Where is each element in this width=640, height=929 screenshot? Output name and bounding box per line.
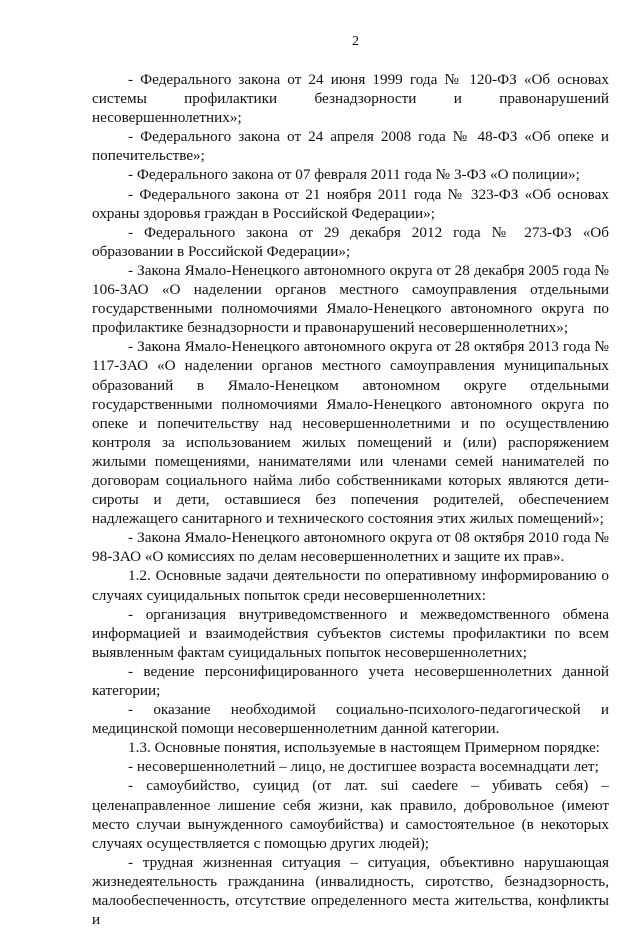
definition-difficult-situation: - трудная жизненная ситуация – ситуация, объективно нарушающая жизнедеятельность гражданина (инвалидность, сиротство, безнадзорность, малообеспеченность, отсутствие определенного места жительства, конфликты и — [92, 853, 609, 929]
paragraph-law-98zao: - Закона Ямало-Ненецкого автономного округа от 08 октября 2010 года № 98-ЗАО «О комиссиях по делам несовершеннолетних и защите их прав». — [92, 529, 609, 566]
paragraph-law-3fz: - Федерального закона от 07 февраля 2011 года № 3-ФЗ «О полиции»; — [128, 166, 580, 184]
definition-suicide: - самоубийство, суицид (от лат. sui caedere – убивать себя) – целенаправленное лишение себя жизни, как правило, добровольное (имеют место случаи вынужденного самоубийства) и самостоятельное (в некоторых случаях осуществляется с помощью других людей); — [92, 777, 609, 852]
page-number: 2 — [352, 34, 359, 49]
task-item-accounting: - ведение персонифицированного учета несовершеннолетних данной категории; — [92, 662, 609, 699]
paragraph-law-117zao: - Закона Ямало-Ненецкого автономного округа от 28 октября 2013 года № 117-ЗАО «О наделении органов местного самоуправления муниципальных образований в Ямало-Ненецком автономном округе отдельными государственными полномочиями Ямало-Ненецкого автономного округа по опеке и попечительству над несовершеннолетними и по осуществлению контроля за использованием жилых помещений и (или) распоряжением жилыми помещениями, нанимателями или членами семей нанимателей по договорам социального найма либо собственниками которых являются дети-сироты и дети, оставшиеся без попечения родителей, обеспечением надлежащего санитарного и технического состояния этих жилых помещений»; — [92, 338, 609, 528]
definition-minor: - несовершеннолетний – лицо, не достигшее возраста восемнадцати лет; — [128, 758, 599, 776]
paragraph-law-106zao: - Закона Ямало-Ненецкого автономного округа от 28 декабря 2005 года № 106-ЗАО «О наделении органов местного самоуправления отдельными государственными полномочиями Ямало-Ненецкого автономного округа по профилактике безнадзорности и правонарушений несовершеннолетних»; — [92, 261, 609, 337]
task-item-assistance: - оказание необходимой социально-психолого-педагогической и медицинской помощи несовершеннолетним данной категории. — [92, 701, 609, 738]
paragraph-law-273fz: - Федерального закона от 29 декабря 2012 года № 273-ФЗ «Об образовании в Российской Федерации»; — [92, 223, 609, 260]
paragraph-law-48fz: - Федерального закона от 24 апреля 2008 года № 48-ФЗ «Об опеке и попечительстве»; — [92, 128, 609, 165]
section-1-3-heading: 1.3. Основные понятия, используемые в настоящем Примерном порядке: — [128, 739, 600, 757]
paragraph-law-120fz: - Федерального закона от 24 июня 1999 года № 120-ФЗ «Об основах системы профилактики безнадзорности и правонарушений несовершеннолетних»; — [92, 71, 609, 127]
section-1-2-heading: 1.2. Основные задачи деятельности по оперативному информированию о случаях суицидальных попыток среди несовершеннолетних: — [92, 567, 609, 604]
task-item-exchange: - организация внутриведомственного и межведомственного обмена информацией и взаимодействия субъектов системы профилактики по всем выявленным фактам суицидальных попыток несовершеннолетних; — [92, 605, 609, 661]
paragraph-law-323fz: - Федерального закона от 21 ноября 2011 года № 323-ФЗ «Об основах охраны здоровья граждан в Российской Федерации»; — [92, 185, 609, 222]
